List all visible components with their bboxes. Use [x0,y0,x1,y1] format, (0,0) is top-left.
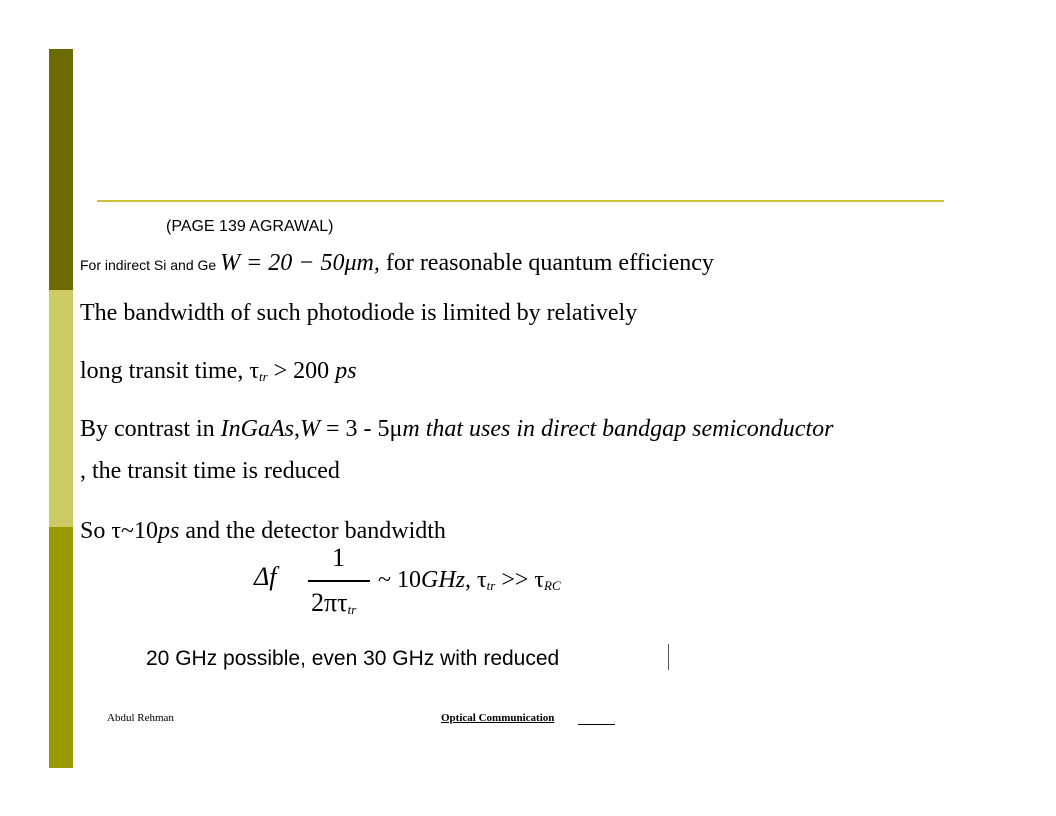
footer-underline-tail [578,724,615,725]
line1-prefix: For indirect Si and Ge [80,257,221,273]
line4-ital1: InGaAs [220,416,294,442]
line4-text: By contrast in [80,416,221,442]
formula-rhs-ital: GHz [420,567,465,593]
formula-den-text: 2πτ [311,588,348,617]
page-reference: (PAGE 139 AGRAWAL) [166,218,334,235]
sidebar-stripe [49,49,73,768]
formula-den-sub: tr [347,602,357,617]
line6-rest: and the detector bandwidth [179,518,446,544]
formula-rhs-sub1: tr [486,578,496,593]
sidebar-segment-dark [49,49,73,290]
line6-text: So τ~10 [80,518,158,544]
line-transit-reduced: , the transit time is reduced [80,458,340,484]
formula-denominator [311,588,356,618]
formula-numerator: 1 [332,543,345,572]
formula-rhs-text: ~ 10 [378,567,421,593]
formula-rhs [378,567,561,594]
formula-rhs-sub2: RC [544,578,561,593]
formula-lhs: Δf [254,562,277,591]
line3-rest: > 200 [267,358,336,384]
formula-rhs2: , τ [465,567,487,593]
line4-mid: , [293,416,300,442]
line-indirect-si-ge [80,250,714,277]
line-bandwidth-limited: The bandwidth of such photodiode is limited by relatively [80,300,638,326]
line3-sub: tr [258,369,268,384]
line1-suffix: for reasonable quantum efficiency [379,250,714,276]
fraction-bar [308,580,370,582]
text-cursor-mark [668,644,669,670]
line3-tau: τ [249,358,259,384]
line-ingaas-contrast [80,416,833,443]
line3-text: long transit time, [80,358,250,384]
line-transit-time [80,358,357,385]
line4-eq: = 3 - 5μ [319,416,403,442]
line3-unit: ps [335,358,357,384]
formula-rhs3: >> τ [495,567,545,593]
sidebar-segment-light [49,290,73,527]
title-rule [97,200,944,202]
note-ghz-possible: 20 GHz possible, even 30 GHz with reduced [146,647,560,670]
line1-math: W = 20 − 50μm, [220,250,380,276]
sidebar-segment-mid [49,527,73,768]
footer-course: Optical Communication [441,712,555,724]
line-detector-bandwidth [80,518,446,545]
line4-ital2: W [299,416,320,442]
line4-ital3: m that uses in direct bandgap semiconductor [402,416,834,442]
line6-ital: ps [157,518,180,544]
footer-author: Abdul Rehman [107,712,174,724]
